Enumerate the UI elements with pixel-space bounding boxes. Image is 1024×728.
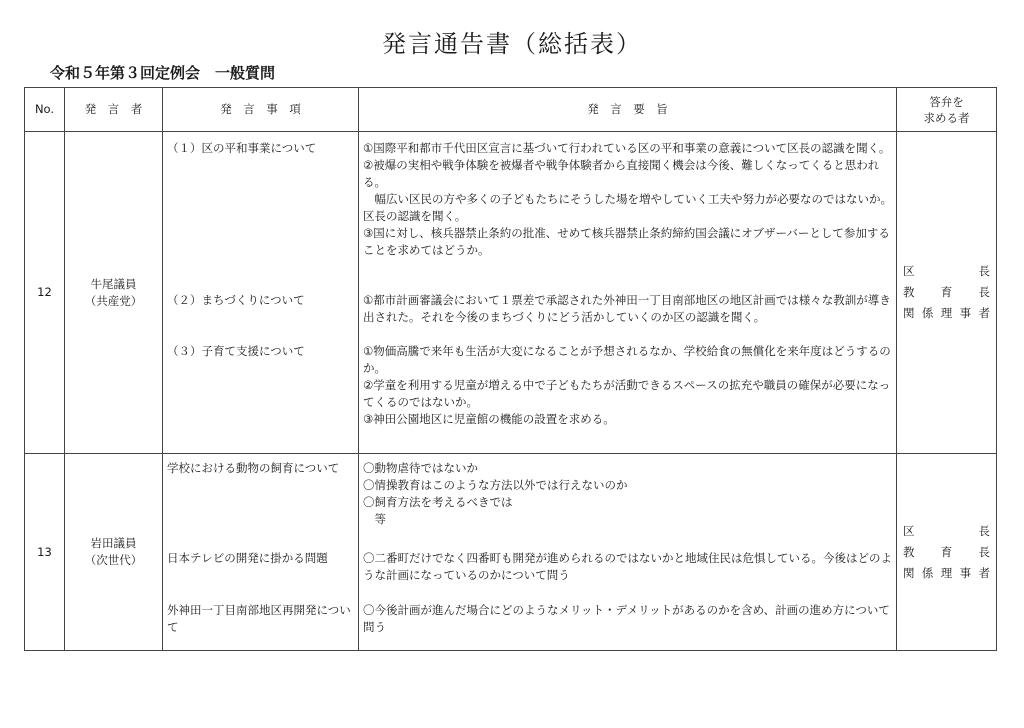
topic-item: （１）区の平和事業について: [167, 141, 317, 155]
notice-table: [24, 87, 997, 651]
topic-item: （２）まちづくりについて: [167, 293, 305, 307]
respondent-char: 長: [978, 285, 990, 299]
header-item: 発 言 事 項: [163, 88, 359, 132]
respondent-line: [901, 521, 992, 542]
respondent-char: 係: [921, 306, 934, 320]
summary-line: 〇二番町だけでなく四番町も開発が進められるのではないかと地域住民は危惧している。今後はどのような計画になっているのかについて問う: [363, 551, 892, 582]
respondent-char: 係: [921, 565, 934, 580]
respondent-cell: [897, 454, 997, 651]
item-cell: [163, 454, 359, 651]
topic-item: 外神田一丁目南部地区再開発について: [167, 603, 351, 634]
respondent-char: 者: [978, 565, 990, 580]
respondent-line: [901, 563, 992, 584]
row-number: 13: [25, 454, 65, 651]
document-title: 発言通告書（総括表）: [382, 30, 642, 58]
summary-cell: [359, 454, 897, 651]
summary-line: 〇今後計画が進んだ場合にどのようなメリット・デメリットがあるのかを含め、計画の進め方について問う: [363, 603, 890, 634]
respondent-char: 事: [959, 565, 972, 580]
summary-line: ①国際平和都市千代田区宣言に基づいて行われている区の平和事業の意義について区長の認識を聞く。: [363, 141, 891, 155]
summary-cell: [359, 132, 897, 454]
summary-block: [363, 343, 892, 428]
speaker-cell: [65, 132, 163, 454]
table-row: [25, 132, 997, 454]
header-no: No.: [25, 88, 65, 132]
respondent-char: 長: [978, 264, 990, 278]
summary-line: ②学童を利用する児童が増える中で子どもたちが活動できるスペースの拡充や職員の確保が必要になってくるのではないか。: [363, 378, 891, 409]
summary-line: 〇動物虐待ではないか: [363, 461, 478, 475]
respondent-line: [901, 303, 992, 324]
summary-block: [363, 602, 892, 636]
respondent-char: 教: [903, 544, 915, 559]
topic-item: 学校における動物の飼育について: [167, 461, 340, 475]
summary-block: [363, 140, 892, 292]
summary-block: [363, 460, 892, 550]
respondent-char: 育: [940, 285, 953, 299]
summary-block: [363, 292, 892, 343]
summary-line: 〇飼育方法を考えるべきでは: [363, 495, 513, 509]
respondent-char: 理: [940, 306, 953, 320]
header-respondent: 答弁を 求める者: [897, 88, 997, 132]
table-row: [25, 454, 997, 651]
topic-item: （３）子育て支援について: [167, 344, 305, 358]
speaker-name: 牛尾議員: [90, 276, 137, 291]
respondent-char: 教: [903, 285, 915, 299]
summary-line: 幅広い区民の方や多くの子どもたちにそうした場を増やしていく工夫や努力が必要なのではないか。区長の認識を聞く。: [363, 192, 892, 223]
speaker-party: （共産党）: [84, 293, 143, 308]
summary-line: 等: [363, 512, 386, 526]
respondent-char: 関: [903, 306, 915, 320]
respondent-cell: [897, 132, 997, 454]
respondent-char: 者: [978, 306, 990, 320]
summary-line: ③国に対し、核兵器禁止条約の批准、せめて核兵器禁止条約締約国会議にオブザーバーとして参加することを求めてはどうか。: [363, 226, 890, 257]
respondent-line: [901, 282, 992, 303]
respondent-char: 関: [903, 565, 915, 580]
summary-line: ①物価高騰で来年も生活が大変になることが予想されるなか、学校給食の無償化を来年度はどうするのか。: [363, 344, 891, 375]
respondent-char: 理: [940, 565, 953, 580]
summary-line: ③神田公園地区に児童館の機能の設置を求める。: [363, 412, 615, 426]
respondent-char: 長: [978, 523, 990, 538]
summary-block: [363, 550, 892, 602]
respondent-char: 区: [903, 523, 915, 538]
respondent-char: 長: [978, 544, 990, 559]
respondent-line: [901, 261, 992, 282]
summary-line: ②被爆の実相や戦争体験を被爆者や戦争体験者から直接聞く機会は今後、難しくなってくると思われる。: [363, 158, 880, 189]
respondent-char: 区: [903, 264, 915, 278]
topic-item: 日本テレビの開発に掛かる問題: [167, 551, 328, 565]
session-label: 令和５年第３回定例会 一般質問: [50, 64, 276, 82]
respondent-char: 事: [959, 306, 972, 320]
speaker-cell: [65, 454, 163, 651]
speaker-name: 岩田議員: [90, 536, 137, 550]
item-cell: [163, 132, 359, 454]
header-speaker: 発 言 者: [65, 88, 163, 132]
header-summary: 発 言 要 旨: [359, 88, 897, 132]
speaker-party: （次世代）: [84, 553, 143, 567]
header-row: [25, 88, 997, 132]
summary-line: ①都市計画審議会において１票差で承認された外神田一丁目南部地区の地区計画では様々な教訓が導き出された。それを今後のまちづくりにどう活かしていくのか区の認識を聞く。: [363, 293, 891, 324]
summary-line: 〇情操教育はこのような方法以外では行えないのか: [363, 478, 628, 492]
row-number: 12: [25, 132, 65, 454]
respondent-line: [901, 542, 992, 563]
respondent-char: 育: [940, 544, 953, 559]
